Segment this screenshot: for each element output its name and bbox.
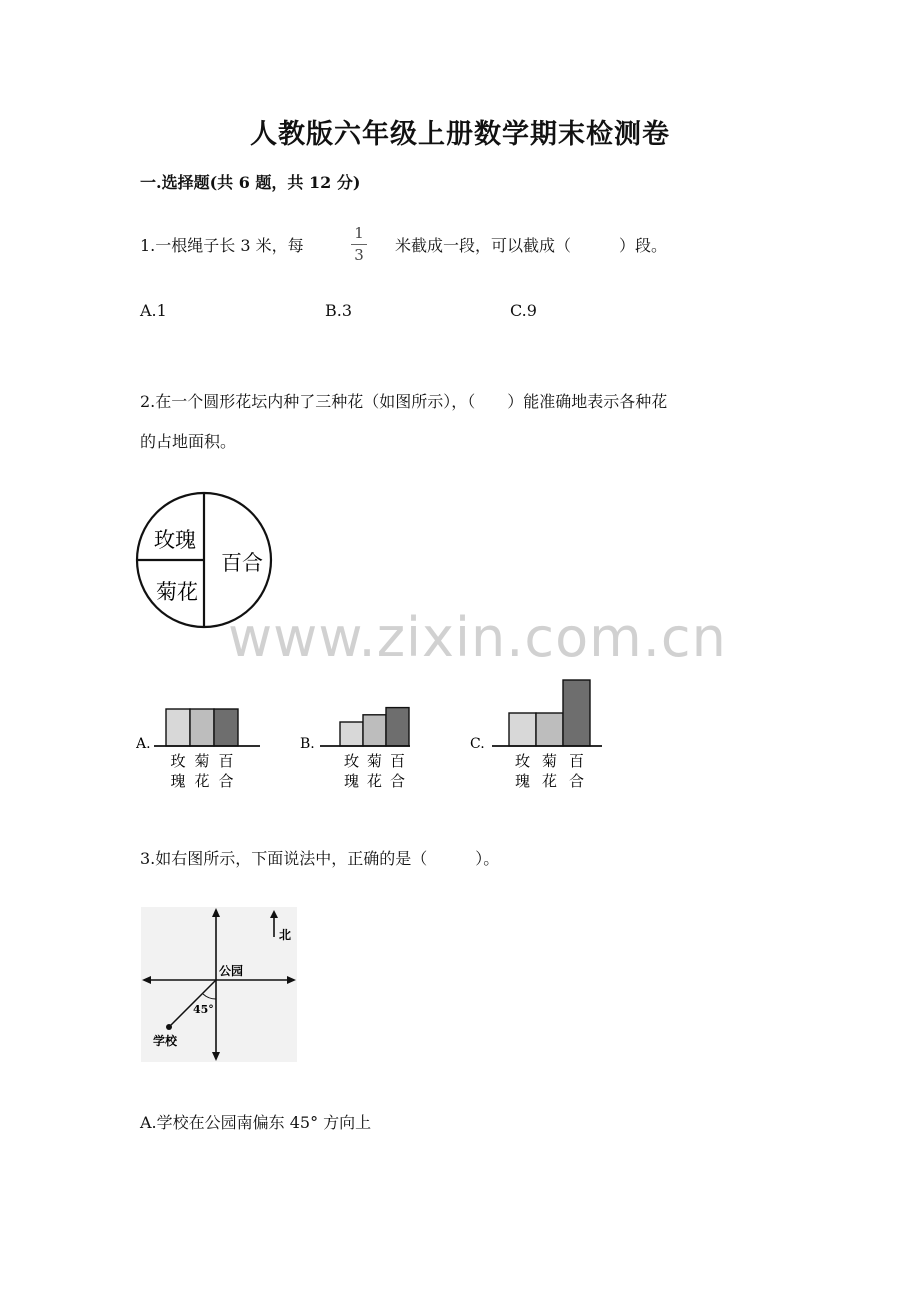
q1-fraction xyxy=(346,226,372,263)
bar-option-b-bar-3 xyxy=(386,708,409,746)
bar-option-b-bar-1 xyxy=(340,722,363,746)
bar-option-b-bar-2 xyxy=(363,715,386,746)
north-label: 北 xyxy=(279,928,292,942)
bar-option-b-category-2-char-2: 花 xyxy=(366,772,383,790)
bar-option-a-bar-1 xyxy=(166,709,190,746)
bar-option-c-category-3-char-1: 百 xyxy=(568,752,585,770)
bar-option-b-category-1-char-2: 瑰 xyxy=(343,772,360,790)
bar-option-c-category-3-char-2: 合 xyxy=(568,772,585,790)
bar-option-a-label: A. xyxy=(136,736,151,752)
school-label: 学校 xyxy=(153,1034,178,1048)
q2-text-line2: 的占地面积。 xyxy=(140,432,237,451)
bar-option-a-category-2-char-2: 花 xyxy=(194,772,210,790)
bar-option-c-bar-1 xyxy=(509,713,536,746)
q1-fraction-numerator: 1 xyxy=(354,224,364,242)
q1-text-before: 1.一根绳子长 3 米，每 xyxy=(140,236,304,255)
school-point xyxy=(166,1024,172,1030)
angle-label: 45° xyxy=(193,1003,214,1016)
bar-option-a-category-2-char-1: 菊 xyxy=(194,752,210,770)
bar-option-c-category-1-char-2: 瑰 xyxy=(514,772,531,790)
bar-option-a-category-1-char-1: 玫 xyxy=(170,752,186,770)
direction-map-figure xyxy=(141,907,297,1062)
bar-option-b-category-1-char-1: 玫 xyxy=(343,752,360,770)
q2-text-line1: 2.在一个圆形花坛内种了三种花（如图所示），（ ）能准确地表示各种花 xyxy=(140,392,668,411)
q1-fraction-denominator: 3 xyxy=(354,246,364,264)
watermark-text: www.zixin.com.cn xyxy=(228,606,727,669)
bar-option-c-category-1-char-1: 玫 xyxy=(514,752,531,770)
bar-option-c-category-2-char-1: 菊 xyxy=(541,752,558,770)
bar-option-c-label: C. xyxy=(470,736,485,752)
section-heading: 一.选择题(共 6 题，共 12 分) xyxy=(140,173,361,192)
bar-option-b-category-3-char-1: 百 xyxy=(389,752,406,770)
pie-label-lily: 百合 xyxy=(221,551,263,575)
q1-option-b[interactable]: B.3 xyxy=(325,301,353,320)
bar-option-c-bar-3 xyxy=(563,680,590,746)
q1-text-after: 米截成一段，可以截成（ ）段。 xyxy=(395,236,668,255)
bar-option-a-category-3-char-2: 合 xyxy=(218,772,234,790)
bar-option-a-category-3-char-1: 百 xyxy=(218,752,234,770)
bar-option-a-bar-2 xyxy=(190,709,214,746)
q1-option-c[interactable]: C.9 xyxy=(510,301,537,320)
q3-text: 3.如右图所示，下面说法中，正确的是（ ）。 xyxy=(140,849,500,868)
bar-option-b-label: B. xyxy=(300,736,315,752)
pie-label-chrysanthemum: 菊花 xyxy=(156,580,198,604)
bar-chart-option-c[interactable] xyxy=(470,672,605,797)
q3-option-a[interactable]: A.学校在公园南偏东 45° 方向上 xyxy=(140,1113,372,1132)
pie-label-rose: 玫瑰 xyxy=(154,528,196,552)
bar-option-b-category-2-char-1: 菊 xyxy=(366,752,383,770)
bar-option-b-category-3-char-2: 合 xyxy=(389,772,406,790)
bar-chart-option-a[interactable] xyxy=(136,672,266,797)
bar-option-c-category-2-char-2: 花 xyxy=(541,772,558,790)
bar-option-a-category-1-char-2: 瑰 xyxy=(170,772,186,790)
q1-option-a[interactable]: A.1 xyxy=(140,301,167,320)
bar-option-a-bar-3 xyxy=(214,709,238,746)
park-label: 公园 xyxy=(219,964,244,978)
bar-option-c-bar-2 xyxy=(536,713,563,746)
page-title: 人教版六年级上册数学期末检测卷 xyxy=(250,119,670,150)
bar-chart-option-b[interactable] xyxy=(300,672,430,797)
